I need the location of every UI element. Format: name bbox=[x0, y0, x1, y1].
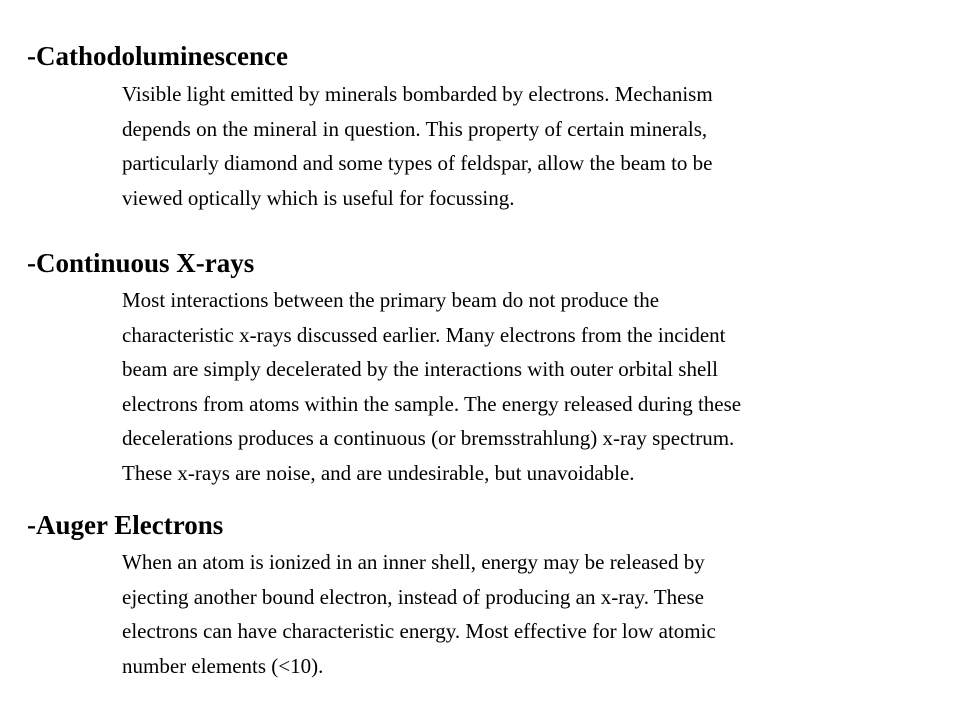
text-line: number elements (<10). bbox=[122, 653, 324, 678]
section-heading-cathodoluminescence: -Cathodoluminescence bbox=[27, 41, 288, 71]
text-line: characteristic x-rays discussed earlier. Many electrons from the incident bbox=[122, 322, 726, 347]
text-line: depends on the mineral in question. This property of certain minerals, bbox=[122, 116, 708, 141]
section-heading-continuous-x-rays: -Continuous X-rays bbox=[27, 248, 255, 278]
text-line: Visible light emitted by minerals bombarded by electrons. Mechanism bbox=[122, 82, 713, 106]
text-line: ejecting another bound electron, instead of producing an x-ray. These bbox=[122, 584, 704, 609]
text-line: decelerations produces a continuous (or bremsstrahlung) x-ray spectrum. bbox=[122, 426, 735, 450]
text-line: particularly diamond and some types of feldspar, allow the beam to be bbox=[122, 151, 713, 175]
section-heading-auger-electrons: -Auger Electrons bbox=[27, 510, 224, 540]
text-line: Most interactions between the primary beam do not produce the bbox=[122, 288, 660, 312]
text-line: When an atom is ionized in an inner shell, energy may be released by bbox=[122, 550, 705, 574]
text-line: These x-rays are noise, and are undesirable, but unavoidable. bbox=[122, 460, 635, 485]
text-line: viewed optically which is useful for focussing. bbox=[122, 185, 515, 210]
section-body-cathodoluminescence bbox=[122, 77, 942, 215]
text-line: electrons from atoms within the sample. The energy released during these bbox=[122, 391, 742, 416]
section-body-continuous-x-rays bbox=[122, 283, 942, 490]
text-line: beam are simply decelerated by the interactions with outer orbital shell bbox=[122, 357, 718, 381]
section-body-auger-electrons bbox=[122, 545, 942, 683]
text-line: electrons can have characteristic energy. Most effective for low atomic bbox=[122, 619, 716, 643]
